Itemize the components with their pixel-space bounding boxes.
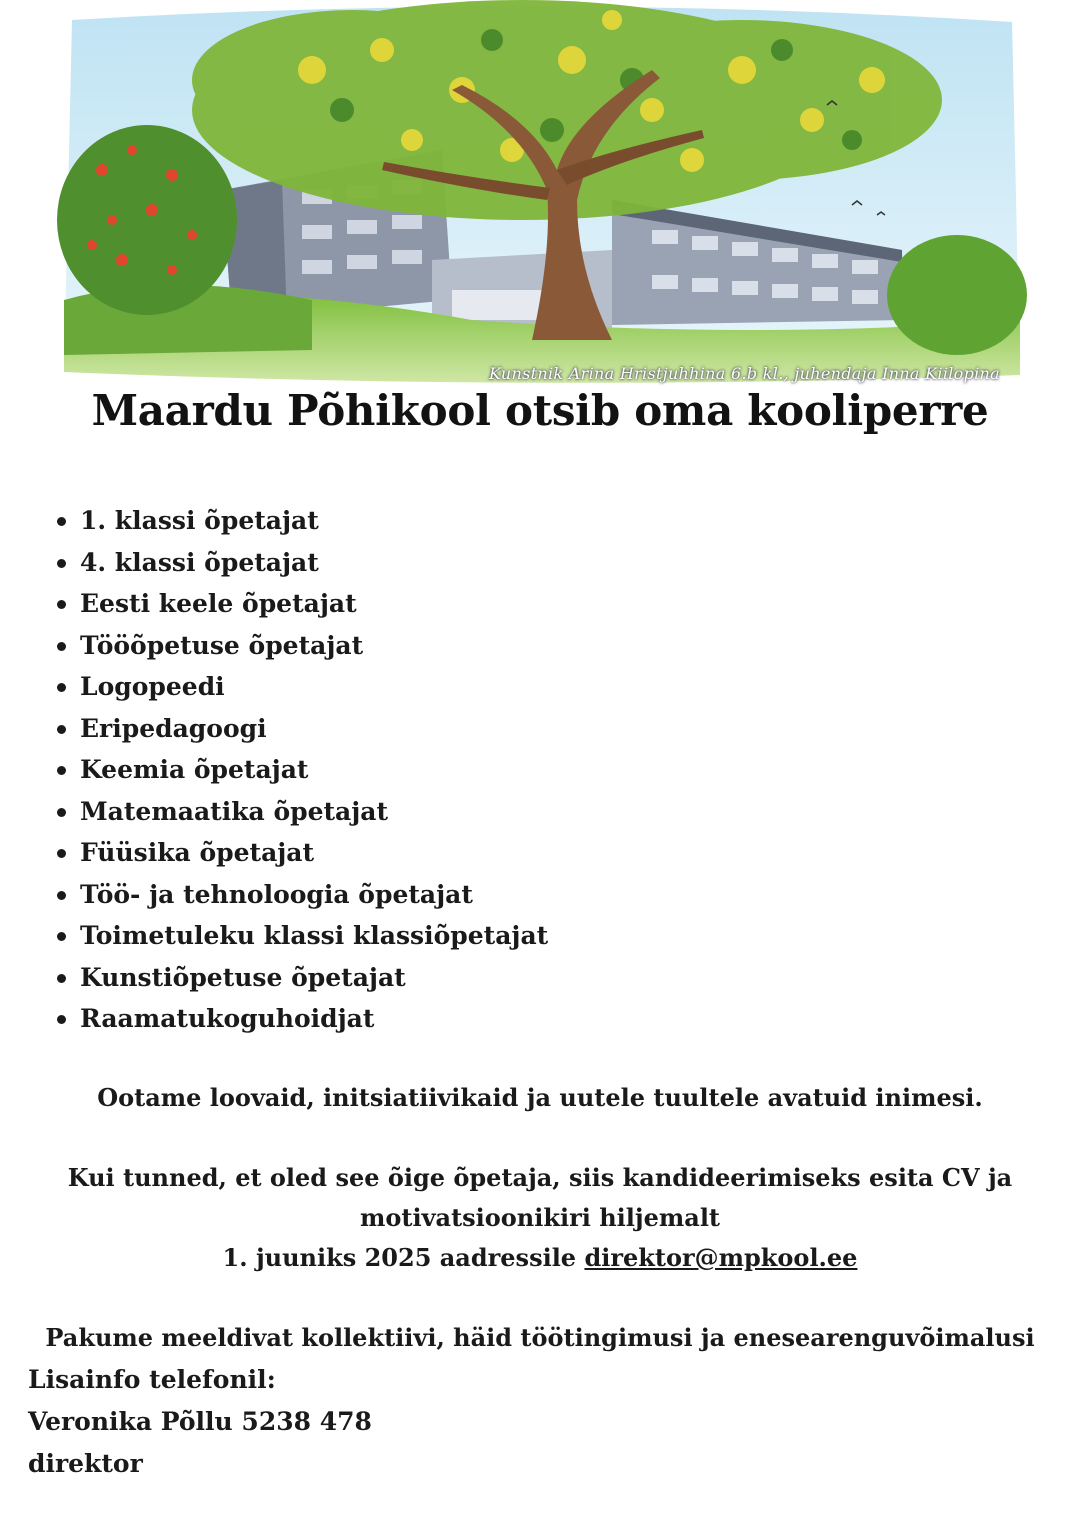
- apply-text-line2: motivatsioonikiri hiljemalt: [359, 1203, 721, 1232]
- intro-text: Ootame loovaid, initsiatiivikaid ja uutele tuultele avatuid inimesi.: [97, 1083, 983, 1112]
- list-item: Logopeedi: [52, 666, 548, 708]
- list-item: Füüsika õpetajat: [52, 832, 548, 874]
- list-item: Tööõpetuse õpetajat: [52, 625, 548, 667]
- list-item: 4. klassi õpetajat: [52, 542, 548, 584]
- artist-credit: Kunstnik Arina Hristjuhhina 6.b kl., juhendaja Inna Kiilopina: [489, 364, 1000, 383]
- contact-label: Lisainfo telefonil:: [28, 1365, 276, 1394]
- list-item: 1. klassi õpetajat: [52, 500, 548, 542]
- list-item: Eesti keele õpetajat: [52, 583, 548, 625]
- list-item: Toimetuleku klassi klassiõpetajat: [52, 915, 548, 957]
- deadline-text: 1. juuniks 2025 aadressile: [222, 1243, 577, 1272]
- list-item: Raamatukoguhoidjat: [52, 998, 548, 1040]
- offer-text: Pakume meeldivat kollektiivi, häid töötingimusi ja enesearenguvõimalusi: [45, 1323, 1035, 1352]
- list-item: Matemaatika õpetajat: [52, 791, 548, 833]
- contact-role: direktor: [28, 1449, 143, 1478]
- list-item: Keemia õpetajat: [52, 749, 548, 791]
- list-item: Töö- ja tehnoloogia õpetajat: [52, 874, 548, 916]
- contact-name-phone: Veronika Põllu 5238 478: [28, 1407, 372, 1436]
- page-title: Maardu Põhikool otsib oma kooliperre: [91, 386, 989, 435]
- email-link[interactable]: direktor@mpkool.ee: [584, 1243, 858, 1272]
- positions-list: [52, 500, 548, 1040]
- list-item: Eripedagoogi: [52, 708, 548, 750]
- list-item: Kunstiõpetuse õpetajat: [52, 957, 548, 999]
- apply-text-line3: [0, 1238, 1080, 1278]
- apply-text-line1: Kui tunned, et oled see õige õpetaja, siis kandideerimiseks esita CV ja: [67, 1163, 1013, 1192]
- school-illustration: [52, 0, 1028, 390]
